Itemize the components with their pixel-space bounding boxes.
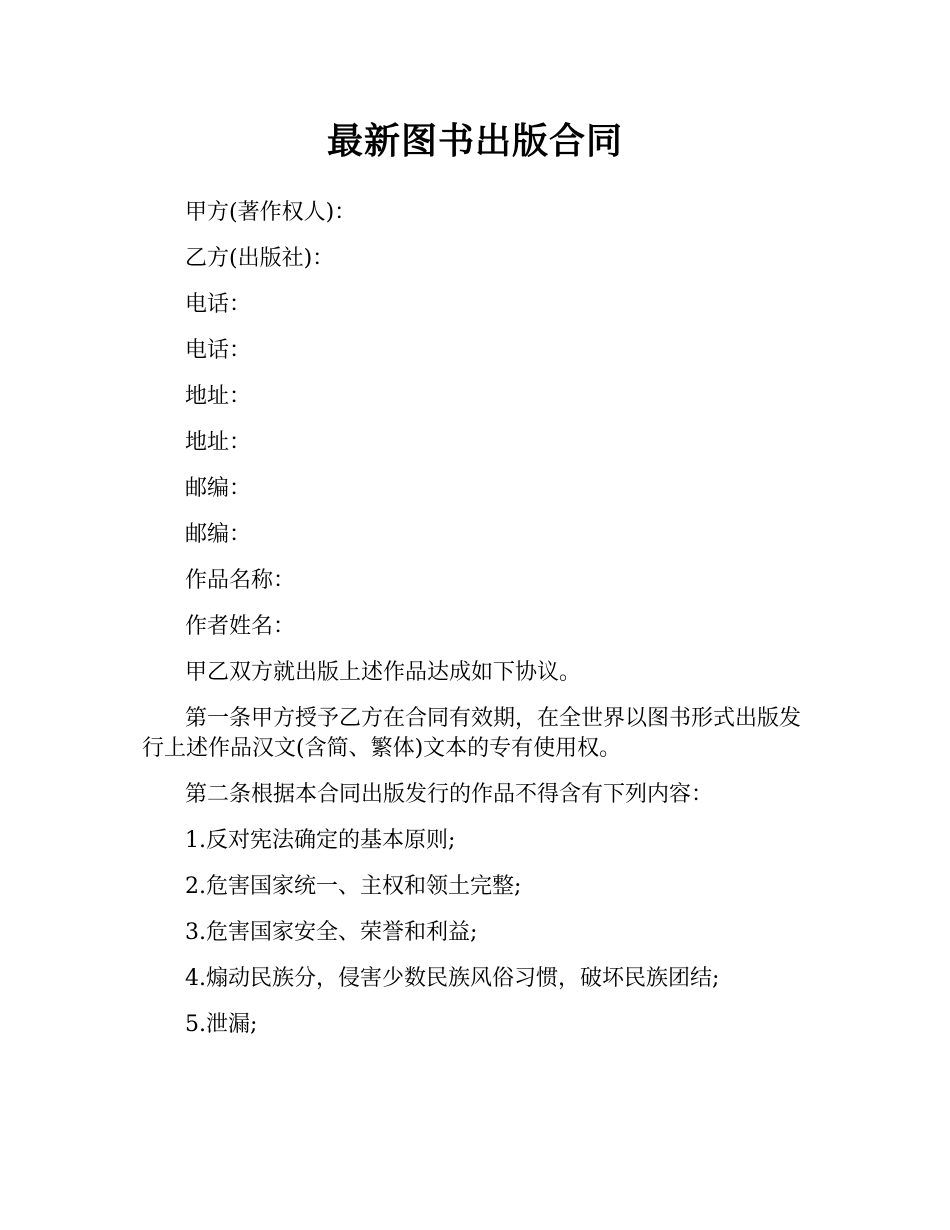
party-a-line: 甲方(著作权人)：	[185, 200, 357, 225]
document-body	[142, 198, 812, 1056]
article-one: 第一条甲方授予乙方在合同有效期，在全世界以图书形式出版发行上述作品汉文(含简、繁体)文本的专有使用权。	[142, 706, 802, 761]
phone-line-a: 电话：	[185, 292, 252, 317]
list-item-2: 2.危害国家统一、主权和领土完整;	[185, 874, 522, 899]
article-two: 第二条根据本合同出版发行的作品不得含有下列内容：	[185, 782, 714, 807]
phone-line-b: 电话：	[185, 338, 252, 363]
document-title: 最新图书出版合同	[326, 121, 623, 162]
author-name-line: 作者姓名：	[185, 614, 296, 639]
party-b-line: 乙方(出版社)：	[185, 246, 335, 271]
list-item-3: 3.危害国家安全、荣誉和利益;	[185, 920, 478, 945]
postcode-line-a: 邮编：	[185, 476, 252, 501]
agreement-intro: 甲乙双方就出版上述作品达成如下协议。	[185, 660, 582, 685]
list-item-5: 5.泄漏;	[185, 1012, 258, 1037]
postcode-line-b: 邮编：	[185, 522, 252, 547]
list-item-4: 4.煽动民族分，侵害少数民族风俗习惯，破坏民族团结;	[185, 966, 720, 991]
list-item-1: 1.反对宪法确定的基本原则;	[185, 828, 456, 853]
work-title-line: 作品名称：	[185, 568, 296, 593]
address-line-b: 地址：	[185, 430, 252, 455]
address-line-a: 地址：	[185, 384, 252, 409]
